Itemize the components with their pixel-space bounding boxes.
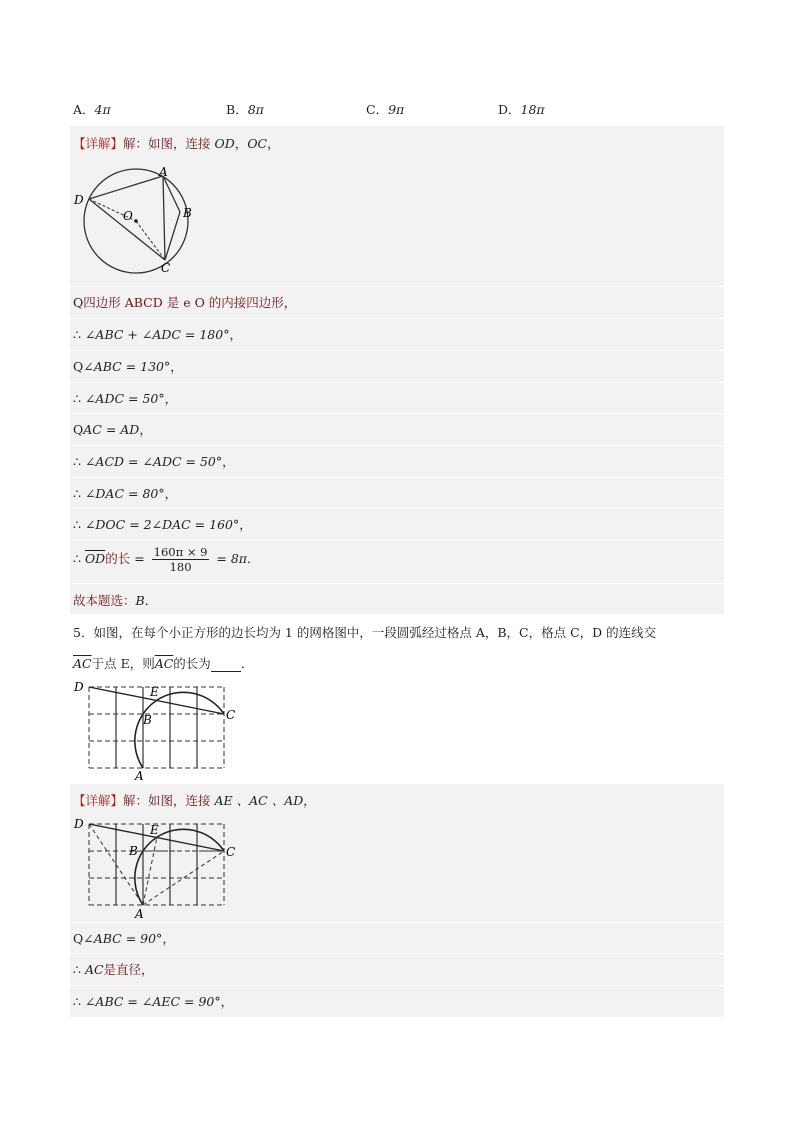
answer-line: 故本题选：B． [73, 593, 158, 608]
separator [70, 286, 724, 287]
separator [70, 350, 724, 351]
label-d: D [74, 817, 84, 831]
option-c: C．9π [366, 102, 405, 117]
separator [70, 382, 724, 383]
label-d: D [74, 680, 84, 694]
separator [70, 413, 724, 414]
fraction: $\frac{160\pi \times 9}{180}$ [153, 545, 208, 574]
arc-od: $\overline{OD}$ [84, 551, 106, 566]
option-a: A．4π [73, 102, 111, 117]
step-line: ∴ ∠ABC + ∠ADC = 180°， [73, 327, 242, 342]
label-a: A [159, 165, 168, 179]
solution-1-intro: 【详解】解：如图，连接 OD，OC， [73, 136, 280, 151]
label-a: A [135, 907, 144, 921]
option-b: B．8π [226, 102, 264, 117]
label-c: C [226, 708, 236, 722]
arc-length-line: ∴ $\overline{OD}$的长 = $\frac{160\pi \times 9}{180}$ = 8π． [73, 545, 260, 574]
step-line: QAC = AD， [73, 422, 152, 437]
solution-2-intro: 【详解】解：如图，连接 AE 、AC 、AD， [73, 793, 316, 808]
label-b: B [129, 844, 138, 858]
option-d: D．18π [498, 102, 545, 117]
separator [70, 583, 724, 584]
label-b: B [143, 713, 152, 727]
separator [70, 508, 724, 509]
separator [70, 985, 724, 986]
question-5-line-2: $\overline{AC}$于点 E，则$\overline{AC}$的长为 ． [73, 656, 254, 671]
arc-ac: $\overline{AC}$ [73, 656, 92, 671]
label-b: B [183, 206, 192, 220]
label-c: C [161, 261, 171, 275]
step-line: Q∠ABC = 130°， [73, 359, 183, 374]
label-e: E [150, 685, 159, 699]
circle-figure [70, 162, 200, 280]
label-o: O [123, 209, 133, 223]
answer-blank [211, 659, 241, 672]
step-line: ∴ ∠ADC = 50°， [73, 391, 178, 406]
separator [70, 445, 724, 446]
step-line: Q∠ABC = 90°， [73, 931, 175, 946]
label-d: D [74, 193, 84, 207]
label-c: C [226, 845, 236, 859]
label-a: A [135, 769, 144, 783]
grid-figure-solution [70, 815, 250, 923]
step-line: ∴ AC是直径， [73, 962, 154, 977]
step-line: ∴ ∠DAC = 80°， [73, 486, 178, 501]
step-line: Q四边形 ABCD 是 e O 的内接四边形， [73, 295, 297, 310]
separator [70, 953, 724, 954]
separator [70, 540, 724, 541]
question-5-line-1: 5．如图，在每个小正方形的边长均为 1 的网格图中，一段圆弧经过格点 A，B，C，格点 C，D 的连线交 [73, 625, 657, 640]
separator [70, 477, 724, 478]
step-line: ∴ ∠ACD = ∠ADC = 50°， [73, 454, 235, 469]
grid-figure [70, 678, 250, 784]
separator [70, 318, 724, 319]
step-line: ∴ ∠ABC = ∠AEC = 90°， [73, 994, 234, 1009]
step-line: ∴ ∠DOC = 2∠DAC = 160°， [73, 517, 252, 532]
label-e: E [150, 823, 159, 837]
